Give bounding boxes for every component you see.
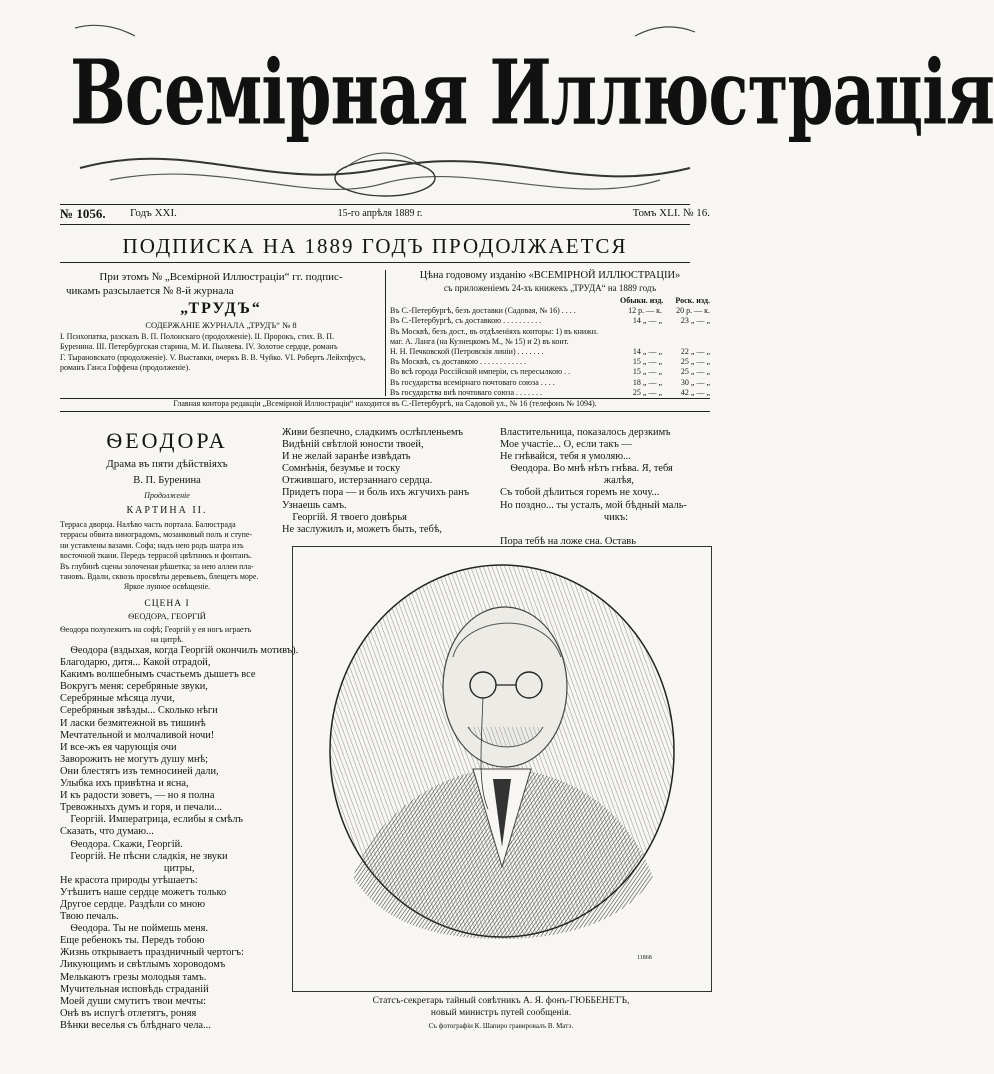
price-row	[390, 378, 710, 388]
portrait-frame	[292, 546, 712, 992]
verse-line: И къ радости зоветъ, — но я полна	[60, 790, 215, 802]
price-row-label: Въ Москвѣ, съ доставкою . . . . . . . . . . . .	[390, 357, 527, 367]
price-row-label: маг. А. Ланга (на Кузнецкомъ М., № 15) и 2) въ конт.	[390, 336, 569, 346]
verse-line: И ласки безмятежной въ тишинѣ	[60, 717, 206, 729]
play-picture: КАРТИНА II.	[126, 505, 208, 516]
play-title: ѲЕОДОРА	[106, 428, 228, 453]
verse-line: Ѳеодора. Скажи, Георгій.	[60, 838, 183, 850]
price-col-b-header: Роск. изд.	[675, 296, 710, 305]
subscription-banner: ПОДПИСКА НА 1889 ГОДЪ ПРОДОЛЖАЕТСЯ	[122, 234, 628, 258]
verse-line: Ѳеодора. Во мнѣ нѣтъ гнѣва. Я, тебя	[500, 463, 673, 475]
price-row-a: 25 „ — „	[632, 387, 662, 397]
masthead-title: Всемірная Иллюстрація	[70, 40, 994, 146]
verse-line: Ѳеодора. Ты не поймешь меня.	[60, 923, 209, 935]
verse-line: Утѣшитъ наше сердце можетъ только	[60, 886, 227, 898]
price-subtitle: съ приложеніемъ 24-хъ книжекъ „ТРУДА“ на 1889 годъ	[443, 283, 657, 293]
scene-note: Ѳеодора полулежитъ на софѣ; Георгій у ея ногъ играетъ	[60, 624, 252, 634]
portrait-caption-2: новый министръ путей сообщенія.	[430, 1008, 572, 1018]
verse-line: Властительница, показалось дерзкимъ	[500, 427, 671, 438]
issue-number: № 1056.	[60, 206, 106, 221]
verse-line: Сказать, что думаю...	[60, 826, 154, 838]
verse-line: Георгій. Я твоего довѣрья	[282, 511, 407, 523]
price-row-a: 14 „ — „	[632, 316, 662, 326]
notice-contents-title: СОДЕРЖАНІЕ ЖУРНАЛА „ТРУДЪ“ № 8	[145, 320, 297, 330]
verse-line: цитры,	[60, 862, 195, 874]
verse-line: Моей души смутитъ твои мечты:	[60, 995, 207, 1007]
notice-intro-line-2: чикамъ разсылается № 8-й журнала	[66, 285, 234, 297]
price-row-b: 20 р. — к.	[676, 306, 710, 316]
stage-direction: Терраса дворца. Налѣво часть портала. Балюстрада террасы обвита виноградомъ, мозаиковый полъ и ступе- ни уставлены вазами. Софа; надъ нею родъ шатра изъ восточной ткани. Передъ террасой цвѣтникъ и фонтанъ. Въ глубинѣ сцены золоченая рѣшетка; за нею аллеи пла- тановъ. Вдали, сквозь просвѣты деревьевъ, блещетъ море. Яркое лунное освѣщеніе.	[60, 520, 259, 592]
price-row	[390, 367, 710, 377]
price-row-b	[662, 337, 710, 347]
price-table	[390, 270, 710, 398]
verse-line: Мелькаютъ грезы молодыя тамъ.	[60, 971, 207, 983]
verse-line: Другое сердце. Раздѣли со мною	[60, 898, 206, 910]
verse-line: Не заслужилъ и, можетъ быть, тебѣ,	[282, 523, 443, 535]
play-subtitle: Драма въ пяти дѣйствіяхъ	[106, 458, 228, 470]
verse-line: Придетъ пора — и боль ихъ жгучихъ ранъ	[282, 487, 470, 499]
verse-line: Ѳеодора (вздыхая, когда Георгій окончилъ мотивъ).	[60, 645, 299, 656]
verse-line: Мое участіе... О, если такъ —	[500, 439, 632, 451]
play-column-3	[500, 427, 710, 548]
verse-line: Съ тобой дѣлиться горемъ не хочу...	[500, 487, 660, 499]
price-row-label: Въ С.-Петербургѣ, безъ доставки (Садовая, № 16) . . . .	[390, 306, 576, 316]
price-row-a: 14 „ — „	[632, 347, 662, 357]
price-row-label: Во всѣ города Россійской имперіи, съ пересылкою . .	[390, 367, 571, 377]
price-row-b: 42 „ — „	[680, 387, 710, 397]
price-row	[390, 306, 710, 316]
verse-line: Еще ребенокъ ты. Передъ тобою	[60, 935, 205, 947]
price-row	[390, 347, 710, 357]
verse-line: жалѣя,	[500, 475, 634, 487]
price-row-a	[620, 327, 662, 337]
price-row	[390, 337, 710, 347]
play-header	[60, 428, 274, 646]
verse-line: Твою печаль.	[60, 911, 119, 923]
verse-line: Ликующимъ и свѣтлымъ хороводомъ	[60, 959, 226, 971]
scene-title: СЦЕНА I	[144, 598, 190, 609]
verse-line: Пора тебѣ на ложе сна. Оставь	[500, 535, 636, 547]
scene-persons: ѲЕОДОРА, ГЕОРГІЙ	[128, 610, 206, 621]
notice-block	[60, 270, 382, 374]
office-note: Главная контора редакціи „Всемірной Иллюстраціи“ находится въ С.-Петербургѣ, на Садовой ул., № 16 (телефонъ № 1094).	[173, 399, 597, 408]
verse-line: Серебряные мѣсяца лучи,	[60, 693, 175, 705]
verse-line	[500, 524, 710, 536]
price-row-b: 25 „ — „	[680, 367, 710, 377]
verse-line: Не красота природы утѣшаетъ:	[60, 874, 198, 886]
price-row-label: Въ С.-Петербургѣ, съ доставкою . . . . . . . . . .	[390, 316, 542, 326]
price-row	[390, 327, 710, 337]
price-col-a-header: Обыкн. изд.	[620, 296, 664, 305]
price-row-label: Въ Москвѣ, безъ дост., въ отдѣленіяхъ конторы: 1) въ книжн.	[390, 326, 598, 336]
price-row-a	[620, 337, 662, 347]
verse-line: Какимъ волшебнымъ счастьемъ дышетъ все	[60, 669, 256, 681]
issue-volume: Томъ XLI. № 16.	[632, 207, 710, 219]
price-title: Цѣна годовому изданію «ВСЕМІРНОЙ ИЛЛЮСТРАЦІИ»	[419, 270, 681, 281]
notice-journal-title: „ТРУДЪ“	[180, 300, 262, 317]
verse-line: Георгій. Императрица, еслибы я смѣлъ	[60, 814, 243, 826]
verse-line: Они блестятъ изъ темносиней дали,	[60, 765, 219, 777]
verse-line: Тревожныхъ думъ и горя, и печали...	[60, 802, 222, 814]
verse-line: Узнаешь самъ.	[282, 499, 347, 511]
verse-line: Георгій. Не пѣсни сладкія, не звуки	[60, 850, 228, 862]
notice-contents-line: Буренина. III. Петербургская старина, М. И. Пыляева. IV. Золотое сердце, романъ	[60, 342, 338, 352]
price-row-b: 25 „ — „	[680, 357, 710, 367]
price-row-b: 30 „ — „	[680, 377, 710, 387]
verse-line: чикъ:	[500, 511, 629, 523]
notice-contents-line: романъ Ганса Гоффена (продолженіе).	[60, 363, 191, 373]
price-row-label: Н. Н. Печковской (Петровскія линіи) . . . . . . .	[390, 347, 544, 357]
portrait-credit: Съ фотографіи К. Шапиро гравировалъ В. Матэ.	[428, 1022, 574, 1030]
price-row-label: Въ государства всемірнаго почтоваго союза . . . .	[390, 377, 555, 387]
verse-line: Благодарю, дитя... Какой отрадой,	[60, 657, 211, 669]
play-column-2	[282, 427, 487, 536]
price-row	[390, 316, 710, 326]
play-author: В. П. Буренина	[133, 475, 201, 486]
verse-line: Видѣній свѣтлой юности твоей,	[282, 439, 424, 451]
price-row-a: 18 „ — „	[632, 377, 662, 387]
price-row-b	[662, 327, 710, 337]
verse-line: Вокругъ меня: серебряные звуки,	[60, 681, 208, 693]
verse-line: И не желай заранѣе извѣдать	[282, 451, 411, 463]
price-row-a: 15 „ — „	[632, 367, 662, 377]
price-row-b: 22 „ — „	[680, 347, 710, 357]
verse-line: Отжившаго, истерзаннаго сердца.	[282, 475, 433, 487]
scene-note: на цитрѣ.	[150, 635, 184, 645]
verse-line: Не гнѣвайся, тебя я умоляю...	[500, 451, 631, 463]
price-row	[390, 357, 710, 367]
price-row-label: Въ государства внѣ почтоваго союза . . . . . . .	[390, 387, 543, 397]
masthead	[70, 18, 994, 198]
notice-contents-line: Г. Тырановскато (продолженіе). V. Выставки, очеркъ В. В. Чуйко. VI. Робертъ Лейхтфусъ,	[60, 352, 366, 362]
notice-contents-line: I. Психопатка, разсказъ В. П. Полонскаго (продолженіе). II. Пророкъ, стих. В. П.	[60, 332, 335, 341]
verse-line: Живи безпечно, сладкимъ ослѣпленьемъ	[282, 427, 463, 438]
verse-line: Но поздно... ты усталъ, мой бѣдный маль-	[500, 499, 687, 511]
portrait-caption-1: Статсъ-секретарь тайный совѣтникъ А. Я. фонъ-ГЮББЕНЕТЪ,	[372, 996, 630, 1006]
verse-line: Улыбка ихъ привѣтна и ясна,	[60, 778, 189, 790]
verse-line: Мучительная исповѣдь страданій	[60, 983, 209, 995]
verse-line: Онѣ въ испугѣ отлетятъ, роняя	[60, 1007, 197, 1019]
notice-intro-line-1: При этомъ № „Всемірной Иллюстраціи“ гг. подпис-	[99, 271, 343, 283]
portrait-engraving	[293, 547, 711, 991]
verse-line: Серебряныя звѣзды... Сколько нѣги	[60, 705, 218, 717]
verse-line: Жизнь открываетъ праздничный чертогъ:	[60, 947, 244, 959]
play-column-1	[60, 645, 299, 1032]
issue-year: Годъ XXI.	[130, 207, 177, 219]
verse-line: Мечтательной и молчаливой ночи!	[60, 729, 215, 741]
price-row	[390, 388, 710, 398]
play-continued: Продолженіе	[144, 491, 190, 500]
verse-line: Заворожить не могутъ душу мнѣ;	[60, 753, 209, 765]
price-row-a: 12 р. — к.	[628, 306, 662, 316]
issue-date: 15-го апрѣля 1889 г.	[337, 208, 423, 219]
portrait-number: 11868	[637, 955, 652, 961]
verse-line: Вѣнки веселья съ блѣднаго чела...	[60, 1019, 211, 1031]
verse-line: И все-жъ ея чарующія очи	[60, 741, 177, 753]
verse-line: Сомнѣнія, безумье и тоску	[282, 463, 401, 475]
price-row-b: 23 „ — „	[680, 316, 710, 326]
price-row-a: 15 „ — „	[632, 357, 662, 367]
